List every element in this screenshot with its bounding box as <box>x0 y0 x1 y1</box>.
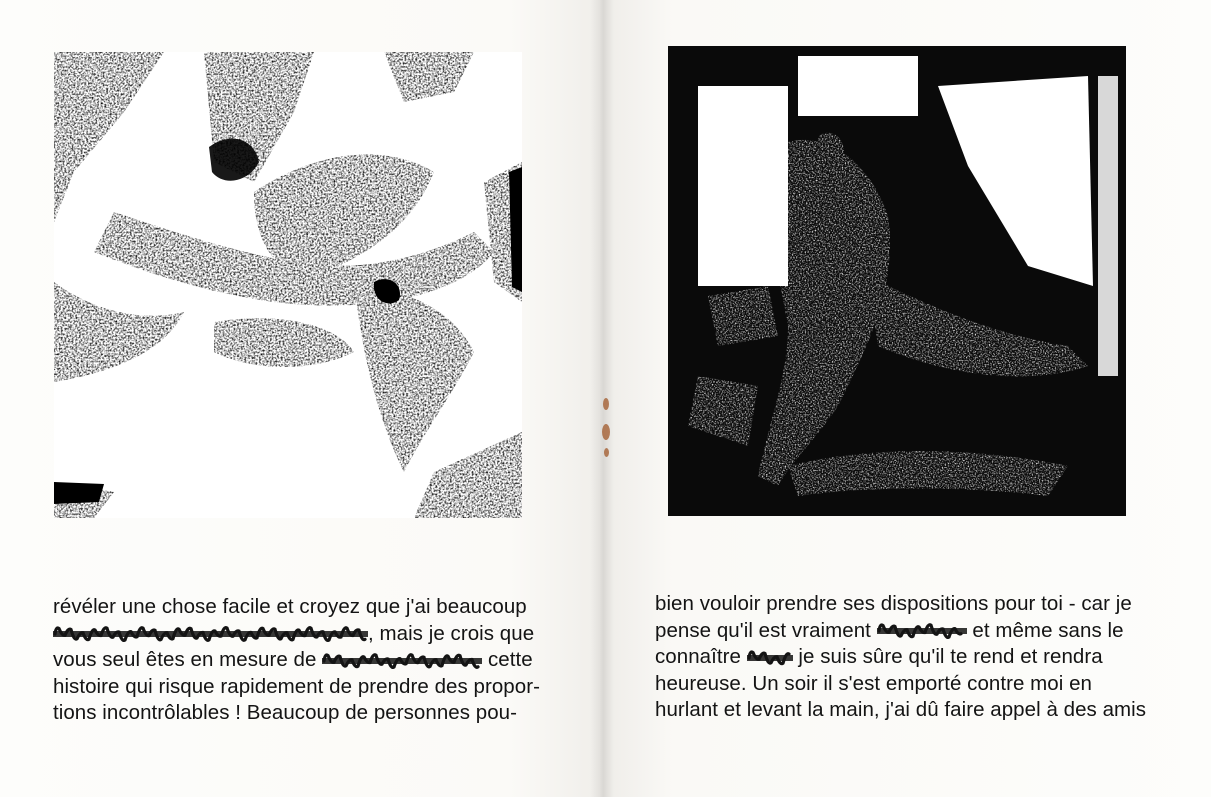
stain-mark <box>604 448 609 457</box>
redaction-scribble <box>747 648 793 668</box>
text-line <box>655 618 1131 645</box>
text-segment: pense qu'il est vraiment <box>655 618 871 642</box>
text-segment: hurlant et levant la main, j'ai dû faire appel à des amis <box>655 698 1147 721</box>
text-segment: , mais je crois que <box>368 621 535 645</box>
redaction-scribble <box>877 621 967 641</box>
text-line <box>655 591 1131 618</box>
text-line <box>53 700 531 727</box>
redaction-scribble <box>53 624 368 644</box>
text-segment: et même sans le <box>966 618 1124 642</box>
stain-mark <box>603 398 609 410</box>
text-line <box>655 697 1147 724</box>
left-page-text <box>53 594 540 727</box>
text-line <box>53 674 540 701</box>
text-segment: bien vouloir prendre ses dispositions pour toi - car je <box>655 592 1132 615</box>
text-segment: cette <box>482 648 533 671</box>
right-page-text <box>655 591 1147 724</box>
text-segment: connaître <box>655 645 741 668</box>
book-gutter <box>590 0 614 797</box>
text-line <box>655 644 1131 671</box>
text-line <box>53 621 535 648</box>
redaction-scribble <box>322 651 482 671</box>
left-photograph <box>54 52 522 518</box>
text-segment: je suis sûre qu'il te rend et rendra <box>792 645 1103 668</box>
text-line <box>655 671 1131 698</box>
text-segment: histoire qui risque rapidement de prendre des propor- <box>53 674 540 698</box>
text-line <box>53 594 531 621</box>
text-segment: heureuse. Un soir il s'est emporté contre moi en <box>655 671 1093 695</box>
text-line <box>53 647 531 674</box>
text-segment: tions incontrôlables ! Beaucoup de personnes pou- <box>53 701 518 724</box>
stain-mark <box>602 424 610 440</box>
text-segment: révéler une chose facile et croyez que j'ai beaucoup <box>53 595 527 618</box>
right-photograph <box>668 46 1126 516</box>
text-segment: vous seul êtes en mesure de <box>53 648 317 671</box>
